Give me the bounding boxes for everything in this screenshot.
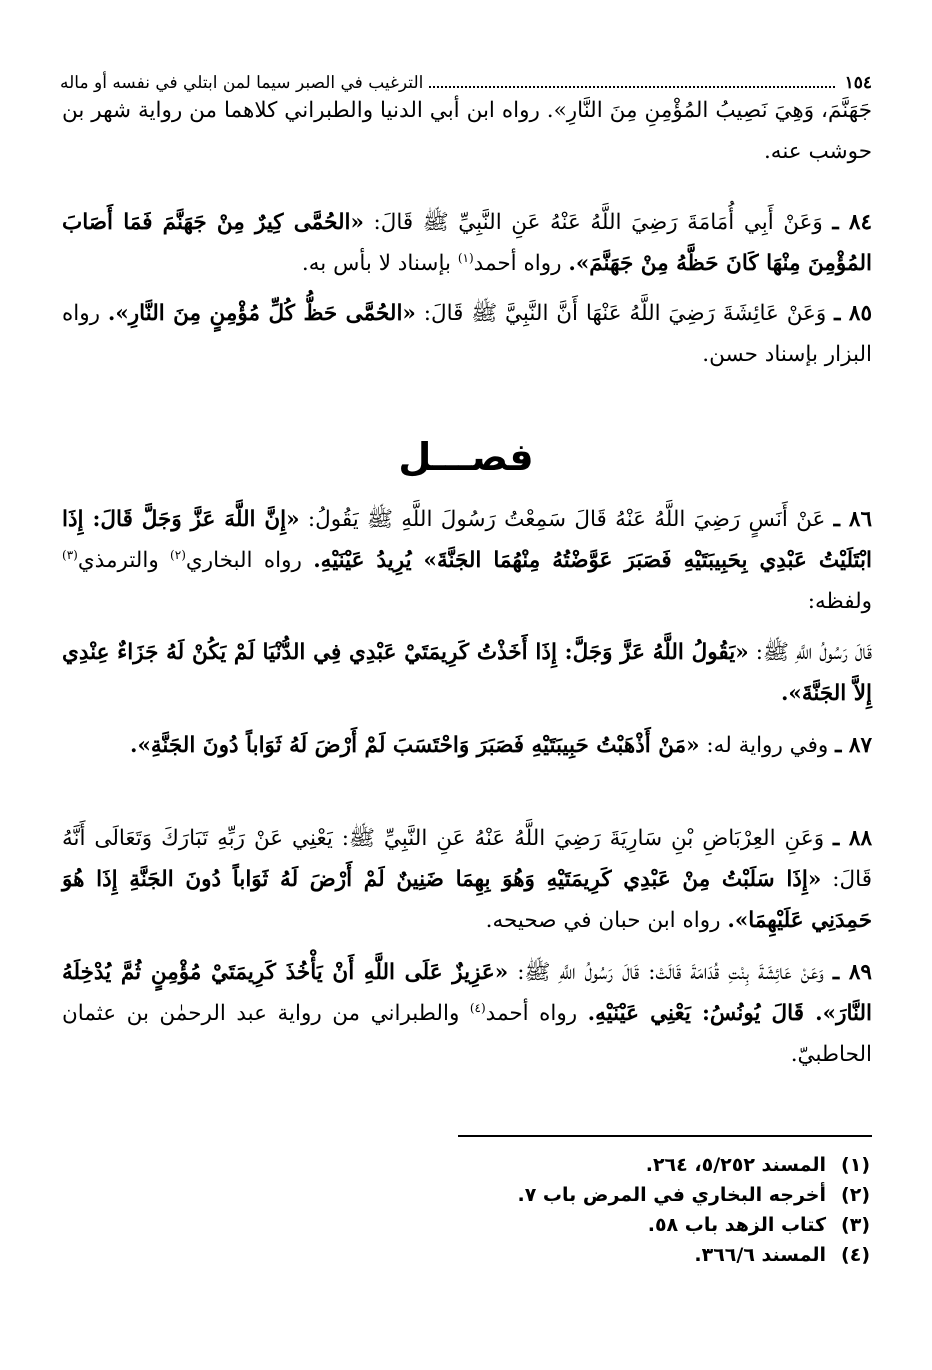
hadith-number: ٨٨ ـ <box>833 826 872 851</box>
hadith-84 <box>62 202 872 284</box>
hadith-quote: «يَقُولُ اللَّهُ عَزَّ وَجَلَّ: إِذَا أَخَذْتُ كَرِيمَتَيْ عَبْدِي فِي الدُّنْيَا لَمْ يَكُنْ لَهُ جَزَاءٌ عِنْدِي إِلاَّ الجَنَّةَ». <box>62 640 872 706</box>
footnote-item <box>330 1150 870 1180</box>
hadith-source: رواه ابن حبان في صحيحه. <box>485 908 721 933</box>
footnote-marker: (٤) <box>841 1244 870 1266</box>
hadith-number: ٨٩ ـ <box>832 960 872 985</box>
hadith-quote: «عَزِيزٌ عَلَى اللَّهِ أَنْ يَأْخُذَ كَرِيمَتَيْ مُؤْمِنٍ ثُمَّ يُدْخِلَهُ النَّارَ». قَالَ يُونُسُ: يَعْنِي عَيْنَيْهِ. <box>62 960 873 1026</box>
hadith-number: ٨٤ ـ <box>832 210 872 235</box>
footnote-marker: (٣) <box>841 1214 870 1236</box>
hadith-86-wording <box>62 632 872 714</box>
paragraph-continuation <box>62 90 872 172</box>
hadith-89 <box>62 952 872 1075</box>
hadith-grading: بإسناد لا بأس به. <box>301 251 451 276</box>
hadith-source: رواه البزار بإسناد حسن. <box>62 301 872 367</box>
hadith-source: رواه أحمد <box>485 1001 578 1026</box>
footnote-marker: (١) <box>841 1154 870 1176</box>
hadith-wording-note: ولفظه: <box>807 589 872 614</box>
footnote-item <box>330 1240 870 1270</box>
footnotes <box>330 1150 870 1270</box>
hadith-number: ٨٥ ـ <box>834 301 872 326</box>
running-header <box>60 60 872 94</box>
page-number: ١٥٤ <box>844 73 872 93</box>
paragraph-text: جَهَنَّمَ، وَهِيَ نَصِيبُ المُؤْمِنِ مِنَ النَّارِ». رواه ابن أبي الدنيا والطبراني كلاهما من رواية شهر بن حوشب عنه. <box>62 98 872 164</box>
hadith-chain: وَعَنْ أَبِي أُمَامَةَ رَضِيَ اللَّهُ عَنْهُ عَنِ النَّبِيِّ ﷺ قَالَ: <box>373 210 823 235</box>
footnote-text: أخرجه البخاري في المرض باب ٧. <box>517 1184 826 1206</box>
footnote-ref: (٣) <box>62 547 78 562</box>
hadith-number: ٨٦ ـ <box>833 507 872 532</box>
footnote-text: المسند ٣٦٦/٦. <box>694 1244 826 1266</box>
hadith-chain: وَعَنْ عَائِشَةَ رَضِيَ اللَّهُ عَنْهَا أَنَّ النَّبِيَّ ﷺ قَالَ: <box>423 301 827 326</box>
hadith-86 <box>62 499 872 622</box>
hadith-quote: «إِنَّ اللَّهَ عَزَّ وَجَلَّ قَالَ: إِذَا ابْتَلَيْتُ عَبْدِي بِحَبِيبَتَيْهِ فَصَبَرَ عَوَّضْتُهُ مِنْهُمَا الجَنَّةَ» يُرِيدُ عَيْنَيْهِ. <box>62 507 873 573</box>
hadith-chain: وَعَنْ عَائِشَةَ بِنْتِ قُدَامَةَ قَالَتْ: قَالَ رَسُولُ اللَّهِ ﷺ: <box>517 960 824 985</box>
hadith-chain: وَعَنِ العِرْبَاضِ بْنِ سَارِيَةَ رَضِيَ اللَّهُ عَنْهُ عَنِ النَّبِيِّ ﷺ: يَعْنِي عَنْ رَبِّهِ تَبَارَكَ وَتَعَالَى أَنَّهُ قَالَ: <box>62 826 872 892</box>
footnote-ref: (٢) <box>170 547 186 562</box>
footnote-divider <box>458 1135 872 1137</box>
hadith-quote: «إِذَا سَلَبْتُ مِنْ عَبْدِي كَرِيمَتَيْهِ وَهُوَ بِهِمَا ضَنِينٌ لَمْ أَرْضَ لَهُ ثَوَاباً دُونَ الجَنَّةِ إِذَا هُوَ حَمِدَنِي عَلَيْهِمَا». <box>62 867 872 933</box>
hadith-quote: «الحُمَّى كِيرٌ مِنْ جَهَنَّمَ فَمَا أَصَابَ المُؤْمِنَ مِنْهَا كَانَ حَظَّهُ مِنْ جَهَنَّمَ». <box>62 210 872 276</box>
header-dot-leader <box>429 85 834 88</box>
hadith-chain: عَنْ أَنَسٍ رَضِيَ اللَّهُ عَنْهُ قَالَ سَمِعْتُ رَسُولَ اللَّهِ ﷺ يَقُولُ: <box>307 507 826 532</box>
hadith-88 <box>62 818 872 941</box>
hadith-chain: وفي رواية له: <box>706 733 829 758</box>
hadith-source: رواه البخاري <box>185 548 302 573</box>
hadith-source-2: والطبراني من رواية عبد الرحمٰن بن عثمان الحاطبيّ. <box>62 1001 872 1067</box>
footnote-item <box>330 1210 870 1240</box>
hadith-number: ٨٧ ـ <box>835 733 872 758</box>
hadith-quote: «مَنْ أَذْهَبْتُ حَبِيبَتَيْهِ فَصَبَرَ وَاحْتَسَبَ لَمْ أَرْضَ لَهُ ثَوَاباً دُونَ الجَنَّةِ». <box>129 733 700 758</box>
section-title: فصـــل <box>398 435 534 479</box>
footnote-ref: (١) <box>457 250 474 265</box>
hadith-source: رواه أحمد <box>473 251 562 276</box>
hadith-87 <box>62 725 872 766</box>
footnote-item <box>330 1180 870 1210</box>
footnote-text: كتاب الزهد باب ٥٨. <box>647 1214 826 1236</box>
hadith-quote: «الحُمَّى حَظُّ كُلِّ مُؤْمِنٍ مِنَ النَّارِ». <box>107 301 416 326</box>
footnote-ref: (٤) <box>469 1000 486 1015</box>
hadith-chain: قَالَ رَسُولُ اللَّهِ ﷺ: <box>755 640 872 665</box>
hadith-85 <box>62 293 872 375</box>
footnote-text: المسند ٥/٢٥٢، ٢٦٤. <box>645 1154 826 1176</box>
footnote-marker: (٢) <box>841 1184 870 1206</box>
hadith-source-2: والترمذي <box>77 548 159 573</box>
running-title: الترغيب في الصبر سيما لمن ابتلي في نفسه أو ماله <box>60 73 424 93</box>
